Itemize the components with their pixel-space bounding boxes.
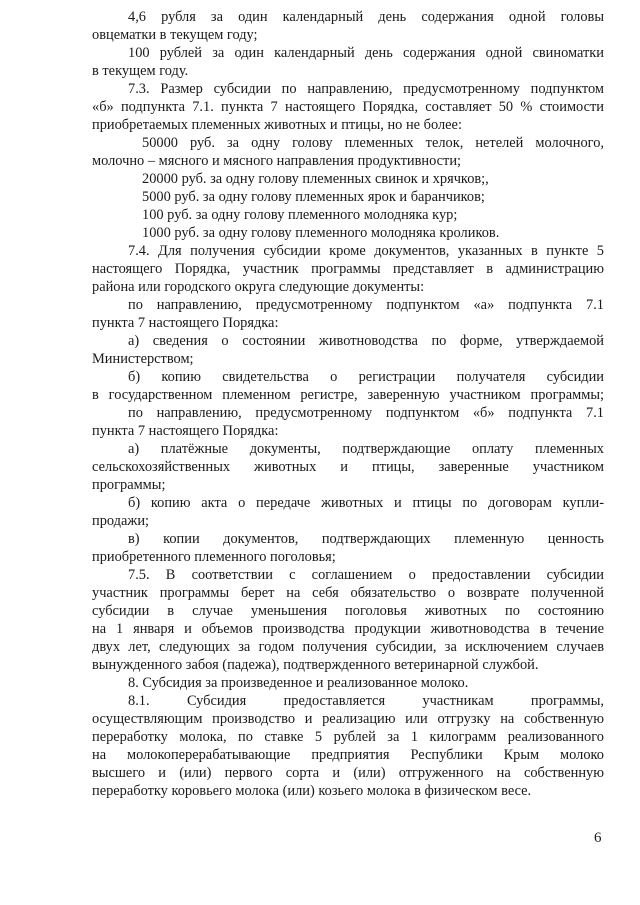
text-line: приобретенного племенного поголовья; — [92, 549, 336, 565]
text-line: овцематки в текущем году; — [92, 27, 258, 43]
text-line: района или городского округа следующие документы: — [92, 279, 425, 295]
text-line: вынужденного забоя (падежа), подтвержденного ветеринарной службой. — [92, 657, 539, 673]
text-line: осуществляющим производство и реализацию или отгрузку на собственную — [92, 711, 604, 727]
text-line: участник программы берет на себя обязательство о возврате полученной — [92, 585, 604, 601]
text-line: на молокоперерабатывающие предприятия Республики Крым молоко — [92, 747, 604, 763]
text-line: б) копию акта о передаче животных и птицы по договорам купли- — [128, 495, 604, 511]
text-line: 7.4. Для получения субсидии кроме документов, указанных в пункте 5 — [128, 243, 604, 259]
text-line: на 1 января и объемов производства продукции животноводства в течение — [92, 621, 604, 637]
text-line: субсидии в случае уменьшения поголовья животных по состоянию — [92, 603, 604, 619]
text-line: а) сведения о состоянии животноводства по форме, утверждаемой — [128, 333, 604, 349]
text-line: 5000 руб. за одну голову племенных ярок и баранчиков; — [142, 189, 485, 205]
text-line: в) копии документов, подтверждающих племенную ценность — [128, 531, 604, 547]
text-line: 8.1. Субсидия предоставляется участникам программы, — [128, 693, 604, 709]
text-line: переработку коровьего молока (или) козьего молока в физическом весе. — [92, 783, 532, 799]
text-line: Министерством; — [92, 351, 194, 367]
text-line: настоящего Порядка, участник программы представляет в администрацию — [92, 261, 604, 277]
text-line: 7.5. В соответствии с соглашением о предоставлении субсидии — [128, 567, 604, 583]
text-line: сельскохозяйственных животных и птицы, заверенные участником — [92, 459, 604, 475]
text-line: пункта 7 настоящего Порядка: — [92, 423, 279, 439]
text-line: 7.3. Размер субсидии по направлению, предусмотренному подпунктом — [128, 81, 604, 97]
text-line: 100 рублей за один календарный день содержания одной свиноматки — [128, 45, 604, 61]
text-line: 20000 руб. за одну голову племенных свинок и хрячков;, — [142, 171, 489, 187]
text-line: в государственном племенном регистре, заверенную участником программы; — [92, 387, 604, 403]
text-line: пункта 7 настоящего Порядка: — [92, 315, 279, 331]
text-line: 1000 руб. за одну голову племенного молодняка кроликов. — [142, 225, 500, 241]
text-line: в текущем году. — [92, 63, 189, 79]
text-line: 100 руб. за одну голову племенного молодняка кур; — [142, 207, 458, 223]
page-number: 6 — [594, 830, 602, 846]
text-line: приобретаемых племенных животных и птицы, но не более: — [92, 117, 462, 133]
text-line: 8. Субсидия за произведенное и реализованное молоко. — [128, 675, 469, 691]
text-line: молочно – мясного и мясного направления продуктивности; — [92, 153, 462, 169]
text-line: двух лет, следующих за годом получения субсидии, за исключением случаев — [92, 639, 604, 655]
text-line: переработку молока, по ставке 5 рублей за 1 килограмм реализованного — [92, 729, 604, 745]
text-line: 4,6 рубля за один календарный день содержания одной головы — [128, 9, 604, 25]
text-line: «б» подпункта 7.1. пункта 7 настоящего Порядка, составляет 50 % стоимости — [92, 99, 604, 115]
text-line: б) копию свидетельства о регистрации получателя субсидии — [128, 369, 604, 385]
text-line: а) платёжные документы, подтверждающие оплату племенных — [128, 441, 604, 457]
text-line: по направлению, предусмотренному подпунктом «б» подпункта 7.1 — [128, 405, 604, 421]
text-line: программы; — [92, 477, 166, 493]
text-line: 50000 руб. за одну голову племенных телок, нетелей молочного, — [142, 135, 604, 151]
text-line: продажи; — [92, 513, 150, 529]
text-line: высшего и (или) первого сорта и (или) отгруженного на собственную — [92, 765, 604, 781]
text-line: по направлению, предусмотренному подпунктом «а» подпункта 7.1 — [128, 297, 604, 313]
